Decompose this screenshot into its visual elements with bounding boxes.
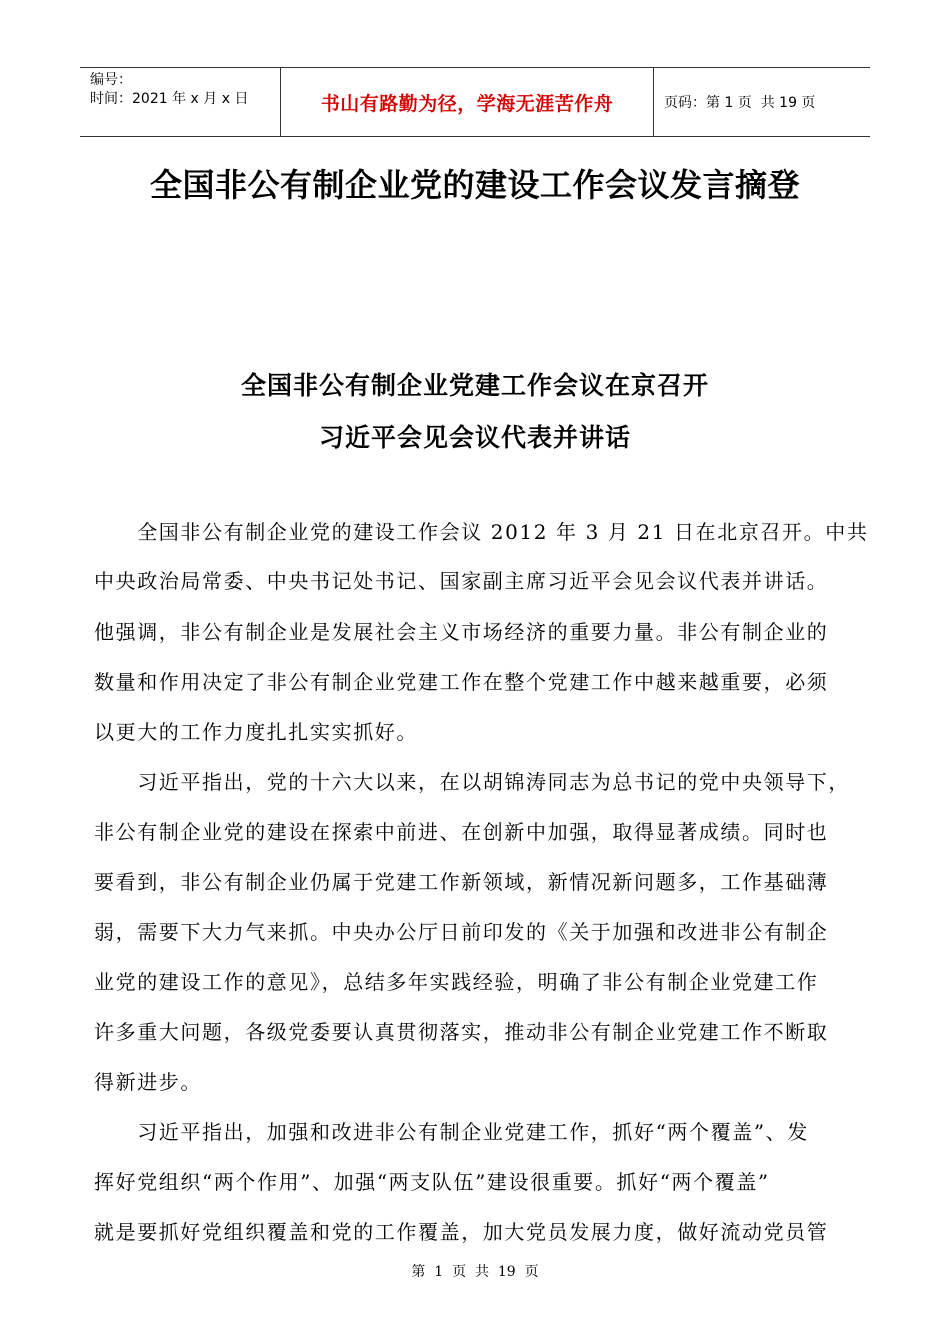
body-line: 习近平指出，加强和改进非公有制企业党建工作，抓好“两个覆盖”、发 <box>94 1120 809 1144</box>
body-line: 得新进步。 <box>94 1070 202 1094</box>
header-motto: 书山有路勤为径，学海无涯苦作舟 <box>281 68 654 136</box>
subtitle-line-1: 全国非公有制企业党建工作会议在京召开 <box>240 371 709 400</box>
body-line: 全国非公有制企业党的建设工作会议 2012 年 3 月 21 日在北京召开。中共 <box>94 520 869 544</box>
body-line: 就是要抓好党组织覆盖和党的工作覆盖，加大党员发展力度，做好流动党员管 <box>94 1220 829 1244</box>
body-line: 许多重大问题，各级党委要认真贯彻落实，推动非公有制企业党建工作不断取 <box>94 1020 829 1044</box>
subtitle-line-2: 习近平会见会议代表并讲话 <box>318 423 631 452</box>
body-line: 习近平指出，党的十六大以来，在以胡锦涛同志为总书记的党中央领导下， <box>94 770 850 794</box>
body-line: 弱，需要下大力气来抓。中央办公厅日前印发的《关于加强和改进非公有制企 <box>94 920 829 944</box>
body-line: 非公有制企业党的建设在探索中前进、在创新中加强，取得显著成绩。同时也 <box>94 820 829 844</box>
body-line: 要看到，非公有制企业仍属于党建工作新领域，新情况新问题多，工作基础薄 <box>94 870 829 894</box>
header-page-code: 页码：第 1 页 共 19 页 <box>664 95 816 111</box>
header-meta <box>80 68 281 136</box>
document-title: 全国非公有制企业党的建设工作会议发言摘登 <box>149 166 800 204</box>
body-line: 业党的建设工作的意见》，总结多年实践经验，明确了非公有制企业党建工作 <box>94 970 819 994</box>
body-line: 以更大的工作力度扎扎实实抓好。 <box>94 720 418 744</box>
time-label: 时间：2021 年 x 月 x 日 <box>90 91 249 107</box>
body-line: 数量和作用决定了非公有制企业党建工作在整个党建工作中越来越重要，必须 <box>94 670 829 694</box>
number-label: 编号： <box>90 72 132 88</box>
body-line: 中央政治局常委、中央书记处书记、国家副主席习近平会见会议代表并讲话。 <box>94 569 829 593</box>
body-line: 他强调，非公有制企业是发展社会主义市场经济的重要力量。非公有制企业的 <box>94 620 829 644</box>
page-footer: 第 1 页 共 19 页 <box>411 1264 539 1280</box>
body-line: 挥好党组织“两个作用”、加强“两支队伍”建设很重要。抓好“两个覆盖” <box>94 1170 770 1194</box>
header-table <box>80 67 870 137</box>
